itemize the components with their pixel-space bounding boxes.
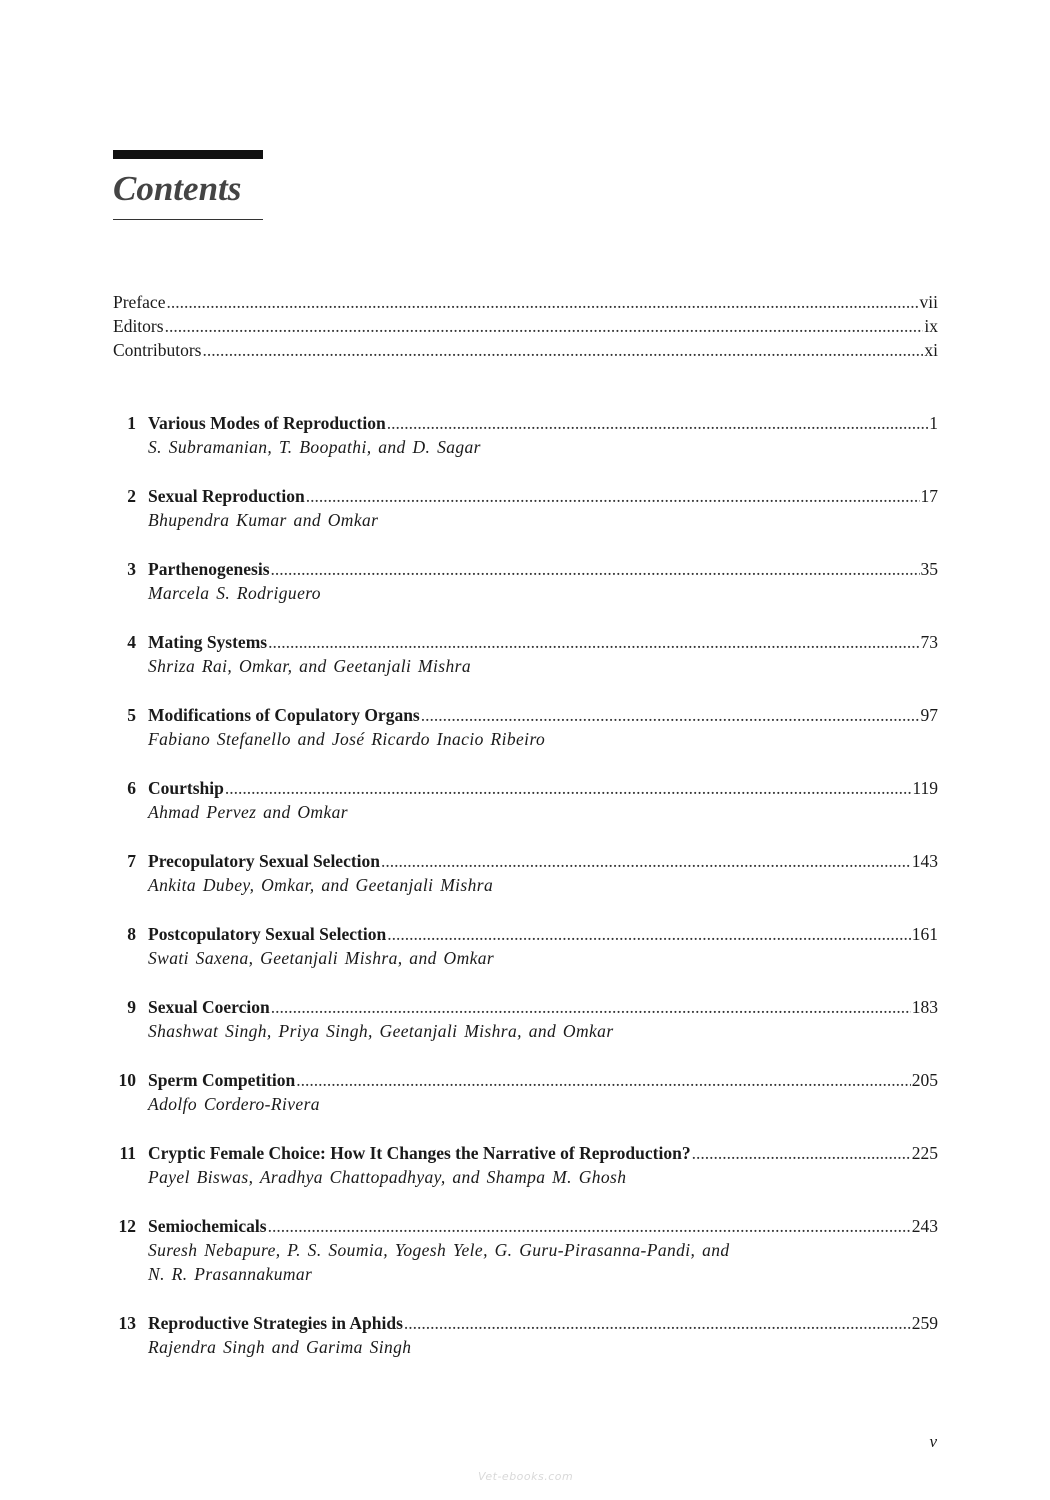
- chapter-authors: Rajendra Singh and Garima Singh: [148, 1337, 412, 1357]
- dot-leader: [387, 922, 911, 946]
- chapter-number: 5: [127, 705, 136, 725]
- chapter-title[interactable]: Sexual Coercion: [148, 997, 270, 1017]
- chapter-authors: Ankita Dubey, Omkar, and Geetanjali Mishra: [148, 875, 494, 895]
- dot-leader: [381, 849, 911, 873]
- toc-page-number: xi: [924, 340, 938, 360]
- watermark: Vet-ebooks.com: [478, 1470, 574, 1483]
- dot-leader: [165, 314, 924, 338]
- dot-leader: [202, 338, 923, 362]
- chapter-entry[interactable]: [113, 849, 938, 897]
- chapter-title[interactable]: Precopulatory Sexual Selection: [148, 851, 381, 871]
- chapter-title-row[interactable]: [113, 1214, 938, 1238]
- chapter-page-number: 243: [911, 1216, 938, 1236]
- chapter-title-row[interactable]: [113, 703, 938, 727]
- toc-entry-preface[interactable]: [113, 290, 938, 314]
- toc-entry-label: Editors: [113, 316, 164, 336]
- chapter-number: 8: [127, 924, 136, 944]
- dot-leader: [268, 630, 919, 654]
- chapter-entry[interactable]: [113, 1214, 938, 1286]
- chapter-authors: Ahmad Pervez and Omkar: [148, 802, 348, 822]
- toc-entry-label: Contributors: [113, 340, 202, 360]
- chapter-number: 12: [118, 1216, 136, 1236]
- chapter-authors: Marcela S. Rodriguero: [148, 583, 321, 603]
- chapter-page-number: 119: [912, 778, 938, 798]
- chapter-authors: Fabiano Stefanello and José Ricardo Inacio Ribeiro: [148, 729, 546, 749]
- chapter-authors: Suresh Nebapure, P. S. Soumia, Yogesh Yele, G. Guru-Pirasanna-Pandi, and: [148, 1240, 730, 1260]
- chapter-title-row[interactable]: [113, 995, 938, 1019]
- chapter-authors: Shashwat Singh, Priya Singh, Geetanjali Mishra, and Omkar: [148, 1021, 614, 1041]
- chapter-page-number: 183: [911, 997, 938, 1017]
- chapter-title[interactable]: Reproductive Strategies in Aphids: [148, 1313, 403, 1333]
- chapter-page-number: 205: [911, 1070, 938, 1090]
- chapter-title[interactable]: Cryptic Female Choice: How It Changes the Narrative of Reproduction?: [148, 1143, 691, 1163]
- dot-leader: [404, 1311, 911, 1335]
- chapter-title-row[interactable]: [113, 1068, 938, 1092]
- chapter-authors: Payel Biswas, Aradhya Chattopadhyay, and Shampa M. Ghosh: [148, 1167, 627, 1187]
- chapter-number: 9: [127, 997, 136, 1017]
- chapter-authors: Shriza Rai, Omkar, and Geetanjali Mishra: [148, 656, 472, 676]
- page-title: Contents: [113, 169, 242, 208]
- chapter-page-number: 143: [911, 851, 938, 871]
- chapter-title[interactable]: Sexual Reproduction: [148, 486, 305, 506]
- chapter-entry[interactable]: [113, 411, 938, 459]
- chapter-title[interactable]: Modifications of Copulatory Organs: [148, 705, 420, 725]
- chapter-entry[interactable]: [113, 995, 938, 1043]
- chapter-entry[interactable]: [113, 484, 938, 532]
- chapter-number: 10: [118, 1070, 136, 1090]
- chapter-authors: Adolfo Cordero-Rivera: [148, 1094, 320, 1114]
- chapter-number: 13: [118, 1313, 136, 1333]
- dot-leader: [421, 703, 920, 727]
- chapter-title[interactable]: Semiochemicals: [148, 1216, 267, 1236]
- chapter-page-number: 73: [920, 632, 938, 652]
- chapter-entry[interactable]: [113, 922, 938, 970]
- chapter-title-row[interactable]: [113, 1311, 938, 1335]
- chapter-title-row[interactable]: [113, 1141, 938, 1165]
- chapter-title-row[interactable]: [113, 849, 938, 873]
- dot-leader: [225, 776, 912, 800]
- heading-underline: [113, 219, 263, 220]
- toc-page-number: ix: [924, 316, 938, 336]
- toc-entry-editors[interactable]: [113, 314, 938, 338]
- chapter-page-number: 225: [911, 1143, 938, 1163]
- toc-entry-contributors[interactable]: [113, 338, 938, 362]
- chapter-title[interactable]: Parthenogenesis: [148, 559, 270, 579]
- chapter-title[interactable]: Sperm Competition: [148, 1070, 296, 1090]
- chapter-title-row[interactable]: [113, 776, 938, 800]
- chapter-title[interactable]: Courtship: [148, 778, 224, 798]
- contents-heading-block: [113, 150, 263, 220]
- dot-leader: [271, 995, 911, 1019]
- front-matter-list: [113, 290, 938, 362]
- chapter-entry[interactable]: [113, 630, 938, 678]
- chapter-number: 6: [127, 778, 136, 798]
- chapter-entry[interactable]: [113, 1068, 938, 1116]
- chapter-page-number: 259: [911, 1313, 938, 1333]
- chapter-authors: Swati Saxena, Geetanjali Mishra, and Omkar: [148, 948, 495, 968]
- chapter-title-row[interactable]: [113, 630, 938, 654]
- dot-leader: [296, 1068, 910, 1092]
- chapter-title-row[interactable]: [113, 411, 938, 435]
- chapter-title[interactable]: Mating Systems: [148, 632, 268, 652]
- chapter-number: 3: [127, 559, 136, 579]
- chapter-title[interactable]: Postcopulatory Sexual Selection: [148, 924, 387, 944]
- chapter-entry[interactable]: [113, 703, 938, 751]
- chapter-page-number: 97: [920, 705, 938, 725]
- dot-leader: [268, 1214, 911, 1238]
- chapter-title-row[interactable]: [113, 484, 938, 508]
- dot-leader: [692, 1141, 911, 1165]
- dot-leader: [387, 411, 929, 435]
- chapter-entry[interactable]: [113, 776, 938, 824]
- toc-page-number: vii: [919, 292, 938, 312]
- page-folio: v: [929, 1432, 937, 1451]
- heading-top-bar: [113, 150, 263, 159]
- dot-leader: [271, 557, 920, 581]
- toc-entry-label: Preface: [113, 292, 166, 312]
- chapter-number: 1: [127, 413, 136, 433]
- chapter-number: 7: [127, 851, 136, 871]
- chapter-page-number: 161: [911, 924, 938, 944]
- dot-leader: [166, 290, 918, 314]
- chapter-title[interactable]: Various Modes of Reproduction: [148, 413, 386, 433]
- chapter-number: 4: [127, 632, 136, 652]
- chapter-page-number: 35: [920, 559, 938, 579]
- chapter-number: 2: [127, 486, 136, 506]
- dot-leader: [306, 484, 920, 508]
- chapter-authors: N. R. Prasannakumar: [148, 1264, 313, 1284]
- chapter-authors: S. Subramanian, T. Boopathi, and D. Sagar: [148, 437, 481, 457]
- chapter-title-row[interactable]: [113, 922, 938, 946]
- chapter-authors: Bhupendra Kumar and Omkar: [148, 510, 379, 530]
- chapter-page-number: 1: [929, 413, 938, 433]
- chapter-entry[interactable]: [113, 557, 938, 605]
- chapter-page-number: 17: [920, 486, 938, 506]
- chapter-list: [113, 411, 938, 1384]
- chapter-number: 11: [119, 1143, 136, 1163]
- chapter-entry[interactable]: [113, 1311, 938, 1359]
- chapter-title-row[interactable]: [113, 557, 938, 581]
- chapter-entry[interactable]: [113, 1141, 938, 1189]
